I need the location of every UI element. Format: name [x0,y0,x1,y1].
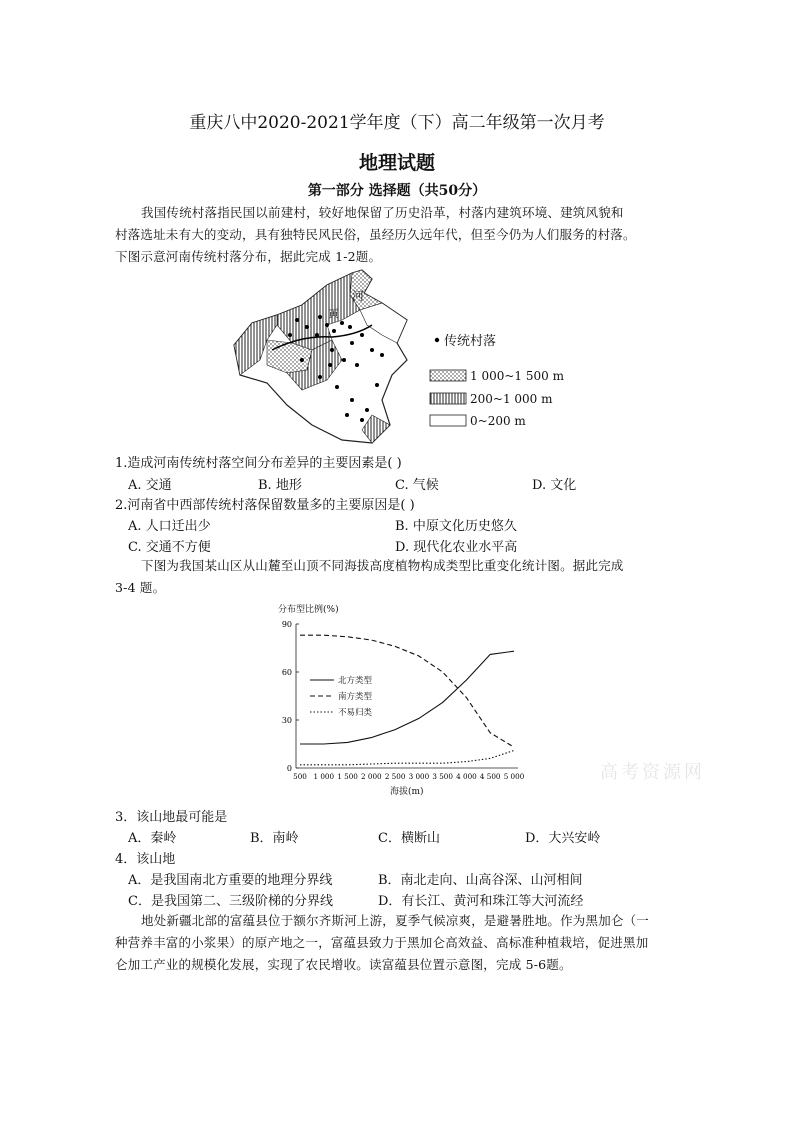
question-2-option-c: C. 交通不方便 [128,540,211,555]
vegetation-type-chart [268,600,528,800]
intro1-line-3: 下图示意河南传统村落分布，据此完成 1-2题。 [115,249,382,264]
legend-label-other: 不易归类 [338,708,373,718]
map-legend [430,333,564,428]
question-4-option-c: C．是我国第二、三级阶梯的分界线 [128,894,333,909]
watermark: 高考资源网 [600,762,705,783]
y-tick-label: 60 [281,668,292,677]
chart-ylabel: 分布型比例(%) [278,605,339,615]
chart-xlabel: 海拔(m) [390,787,424,797]
x-tick-label: 3 000 [408,772,430,781]
intro3-line-3: 仑加工产业的规模化发展，实现了农民增收。读富蕴县位置示意图，完成 5-6题。 [115,957,572,972]
question-1-option-a: A. 交通 [128,478,172,493]
exam-title: 重庆八中2020-2021学年度（下）高二年级第一次月考 [189,113,605,133]
question-1-option-c: C. 气候 [395,478,439,493]
legend-label-low: 0~200 m [470,414,526,428]
question-2-stem: 2.河南省中西部传统村落保留数量多的主要原因是( ) [115,498,415,513]
question-4-option-b: B．南北走向、山高谷深、山河相间 [378,873,583,888]
legend-label-mid: 200~1 000 m [470,392,553,406]
question-1-stem: 1.造成河南传统村落空间分布差异的主要因素是( ) [115,456,402,471]
question-1-option-b: B. 地形 [258,478,302,493]
y-tick-group [282,620,299,773]
y-tick-label: 30 [281,716,292,725]
question-4-option-a: A．是我国南北方重要的地理分界线 [128,873,333,888]
legend-label-high: 1 000~1 500 m [470,369,564,383]
legend-swatch-low [430,415,466,426]
x-tick-label: 2 000 [361,772,382,781]
map-label-river-top: 河 [352,289,365,303]
x-tick-label: 5 000 [503,772,525,781]
subject-title: 地理试题 [358,152,435,174]
intro1-line-2: 村落选址未有大的变动，具有独特民风民俗，虽经历久远年代，但至今仍为人们服务的村落。 [115,227,636,242]
question-1-option-d: D. 文化 [532,478,577,493]
x-tick-label: 500 [293,772,307,781]
x-tick-group [293,772,525,781]
question-3-stem: 3．该山地最可能是 [115,810,228,825]
intro2-line-1: 下图为我国某山区从山麓至山顶不同海拔高度植物构成类型比重变化统计图。据此完成 [141,558,624,573]
x-tick-label: 4 500 [479,772,501,781]
question-2-option-d: D. 现代化农业水平高 [395,540,518,555]
intro2-line-2: 3-4 题。 [115,580,166,595]
series-group [300,635,514,765]
question-3-option-a: A．秦岭 [128,831,177,846]
intro3-line-2: 种营养丰富的小浆果）的原产地之一，富蕴县致力于黑加仑高效益、高标准种植栽培，促进黑加 [115,935,649,950]
y-tick-label: 0 [286,764,292,773]
question-4-stem: 4．该山地 [115,852,176,867]
intro3-line-1: 地处新疆北部的富蕴县位于额尔齐斯河上游，夏季气候凉爽，是避暑胜地。作为黑加仑（一 [141,913,650,928]
part-heading: 第一部分 选择题（共50分） [307,183,487,199]
map-label-river-bottom: 黄 [328,307,339,320]
legend-dot-icon [435,338,439,342]
question-2-option-a: A. 人口迁出少 [128,519,211,534]
y-tick-label: 90 [281,620,292,629]
legend-label-south: 南方类型 [338,692,373,702]
legend-label-north: 北方类型 [338,676,373,686]
legend-swatch-mid [430,393,466,404]
x-tick-label: 3 500 [432,772,453,781]
legend-swatch-high [430,370,466,381]
question-3-option-d: D．大兴安岭 [525,831,601,846]
question-3-option-b: B．南岭 [250,831,299,846]
x-tick-label: 1 000 [313,772,335,781]
question-3-option-c: C．横断山 [378,831,440,846]
chart-legend [310,675,373,718]
question-2-option-b: B. 中原文化历史悠久 [395,519,517,534]
intro1-line-1: 我国传统村落指民国以前建村，较好地保留了历史沿革，村落内建筑环境、建筑风貌和 [141,205,624,220]
x-tick-label: 2 500 [384,772,406,781]
series-line-0 [300,651,514,744]
henan-village-map [232,265,564,445]
question-4-option-d: D．有长江、黄河和珠江等大河流经 [378,894,584,909]
series-line-2 [300,750,514,764]
legend-label-village: 传统村落 [444,334,497,349]
series-line-1 [300,635,514,747]
x-tick-label: 4 000 [456,772,477,781]
x-tick-label: 1 500 [337,772,358,781]
